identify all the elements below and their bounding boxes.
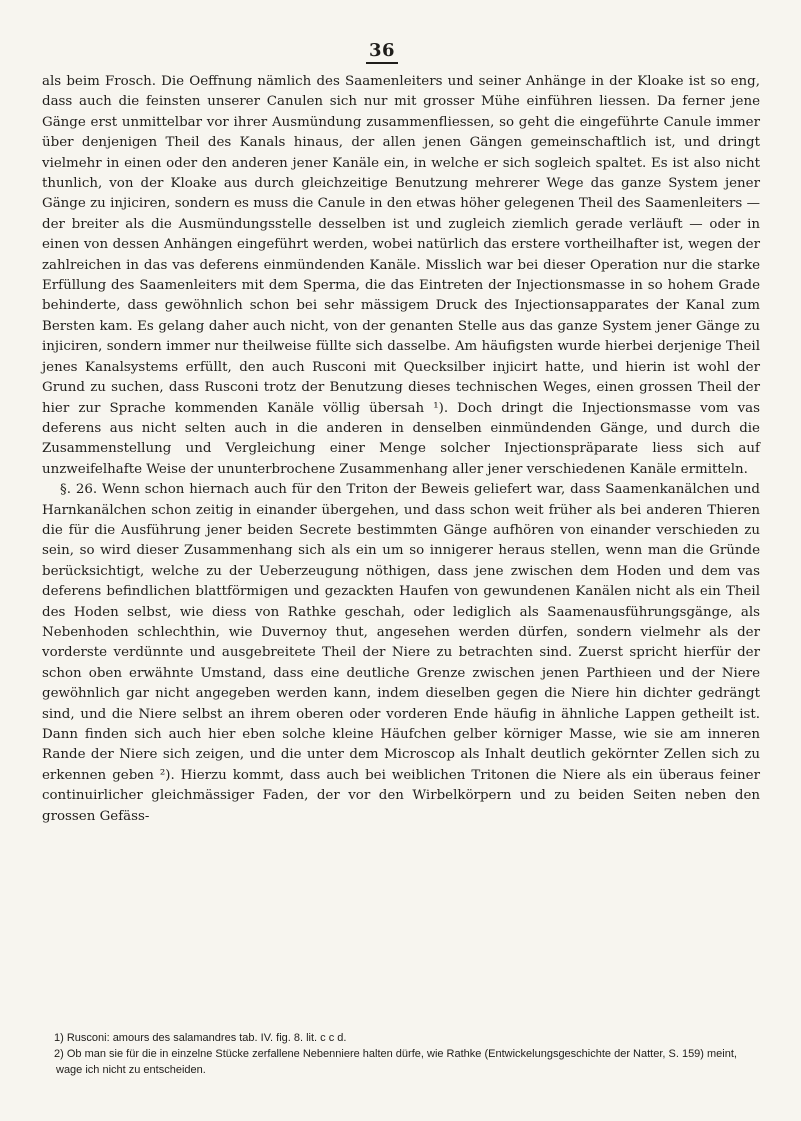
footnote: 2) Ob man sie für die in einzelne Stücke zerfallene Nebenniere halten dürfe, wie Rathke (Entwickelungsgeschichte der Natter, S. 159) meint, wage ich nicht zu entscheiden. — [54, 1048, 737, 1076]
footnote: 1) Rusconi: amours des salamandres tab. IV. fig. 8. lit. c c d. — [54, 1032, 347, 1044]
body-text — [42, 72, 760, 827]
page-number: 36 — [366, 40, 398, 64]
paragraph: §. 26. Wenn schon hiernach auch für den Triton der Beweis geliefert war, dass Saamenkanälchen und Harnkanälchen schon zeitig in einander übergehen, und dass schon weit früher als bei anderen Thieren die für die Ausführung jener beiden Secrete bestimmten Gänge aufhören von einander verschieden zu sein, so wird dieser Zusammenhang sich als ein um so innigerer heraus stellen, wenn man die Gründe berücksichtigt, welche zu der Ueberzeugung nöthigen, dass jene zwischen dem Hoden und dem vas deferens befindlichen blattförmigen und gezackten Haufen von gewundenen Kanälen nicht als ein Theil des Hoden selbst, wie diess von Rathke geschah, oder lediglich als Saamenausführungsgänge, als Nebenhoden schlechthin, wie Duvernoy thut, angesehen werden dürfen, sondern vielmehr als der vorderste verdünnte und ausgebreitete Theil der Niere zu betrachten sind. Zuerst spricht hierfür der schon oben erwähnte Umstand, dass eine deutliche Grenze zwischen jenen Parthieen und der Niere gewöhnlich gar nicht angegeben werden kann, indem dieselben gegen die Niere hin dichter gedrängt sind, und die Niere selbst an ihrem oberen oder vorderen Ende häufig in ähnliche Lappen getheilt ist. Dann finden sich auch hier eben solche kleine Häufchen gelber körniger Masse, wie sie am inneren Rande der Niere sich zeigen, und die unter dem Microscop als Inhalt deutlich gekörnter Zellen sich zu erkennen geben ²). Hierzu kommt, dass auch bei weiblichen Tritonen die Niere als ein überaus feiner continuirlicher gleichmässiger Faden, der vor den Wirbelkörpern und zu beiden Seiten neben den grossen Gefäss- — [42, 482, 760, 824]
paragraph: als beim Frosch. Die Oeffnung nämlich des Saamenleiters und seiner Anhänge in der Kloake ist so eng, dass auch die feinsten unserer Canulen sich nur mit grosser Mühe einführen liessen. Da ferner jene Gänge erst unmittelbar vor ihrer Ausmündung zusammenfliessen, so geht die eingeführte Canule immer über denjenigen Theil des Kanals hinaus, der allen jenen Gängen gemeinschaftlich ist, und dringt vielmehr in einen oder den anderen jener Kanäle ein, in welche er sich sogleich spaltet. Es ist also nicht thunlich, von der Kloake aus durch gleichzeitige Benutzung mehrerer Wege das ganze System jener Gänge zu injiciren, sondern es muss die Canule in den etwas höher gelegenen Theil des Saamenleiters — der breiter als die Ausmündungsstelle desselben ist und zugleich ziemlich gerade verläuft — oder in einen von dessen Anhängen eingeführt werden, wobei natürlich das erstere vortheilhafter ist, wegen der zahlreichen in das vas deferens einmündenden Kanäle. Misslich war bei dieser Operation nur die starke Erfüllung des Saamenleiters mit dem Sperma, die das Eintreten der Injectionsmasse in so hohem Grade behinderte, dass gewöhnlich schon bei sehr mässigem Druck des Injectionsapparates der Kanal zum Bersten kam. Es gelang daher auch nicht, von der genanten Stelle aus das ganze System jener Gänge zu injiciren, sondern immer nur theilweise füllte sich dasselbe. Am häufigsten wurde hierbei derjenige Theil jenes Kanalsystems erfüllt, den auch Rusconi mit Quecksilber injicirt hatte, und hierin ist wohl der Grund zu suchen, dass Rusconi trotz der Benutzung dieses technischen Weges, einen grossen Theil der hier zur Sprache kommenden Kanäle völlig übersah ¹). Doch dringt die Injectionsmasse vom vas deferens aus nicht selten auch in die anderen in denselben einmündenden Gänge, und durch die Zusammenstellung und Vergleichung einer Menge solcher Injectionspräparate liess sich auf unzweifelhafte Weise der ununterbrochene Zusammenhang aller jener verschiedenen Kanäle ermitteln. — [42, 74, 760, 477]
footnotes — [42, 1030, 760, 1078]
